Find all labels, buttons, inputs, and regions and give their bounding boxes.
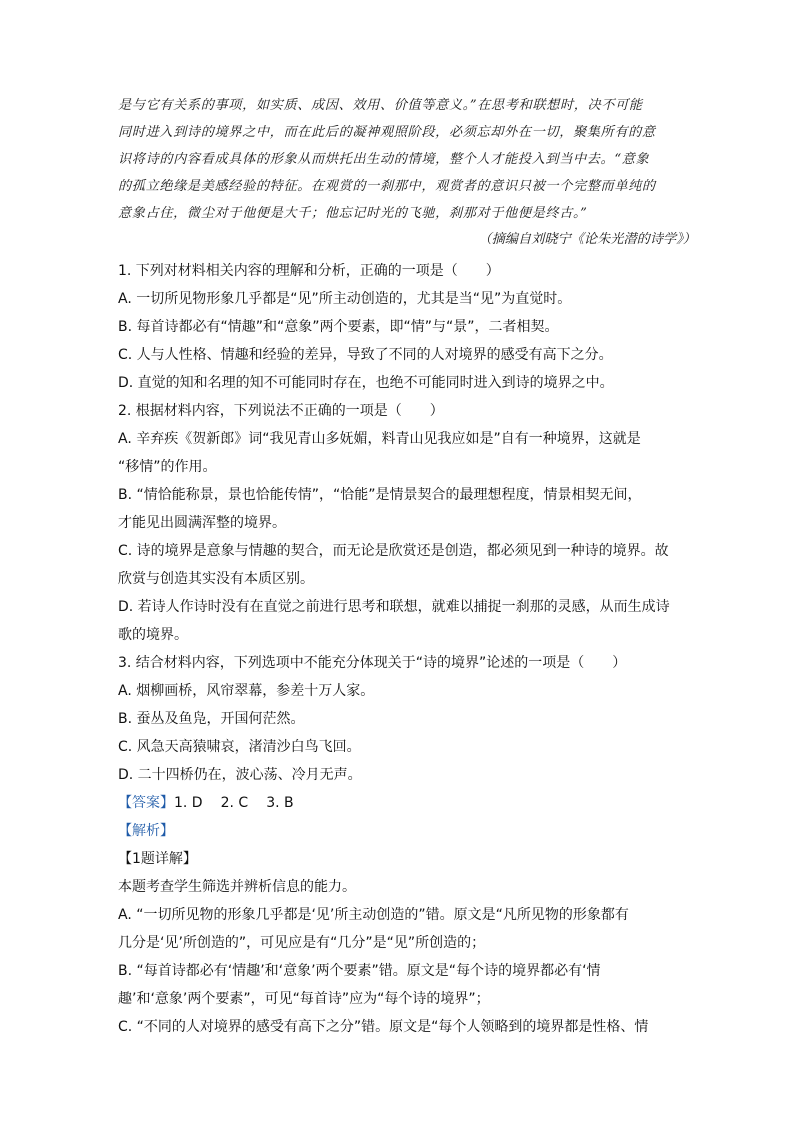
question-stem: 1. 下列对材料相关内容的理解和分析，正确的一项是（ ）	[118, 263, 500, 279]
question-option: A. 一切所见物形象几乎都是“见”所主动创造的，尤其是当“见”为直觉时。	[118, 291, 572, 307]
analysis-subtag: 【1题详解】	[118, 851, 197, 867]
excerpt-line: 是与它有关系的事项，如实质、成因、效用、价值等意义。”在思考和联想时，决不可能	[118, 98, 643, 113]
question-option: B. 每首诗都必有“情趣”和“意象”两个要素，即“情”与“景”，二者相契。	[118, 319, 559, 335]
answer-item: 1. D	[174, 795, 203, 811]
excerpt-line: 识将诗的内容看成具体的形象从而烘托出生动的情境，整个人才能投入到当中去。“意象	[118, 152, 650, 167]
question-option: C. 人与人性格、情趣和经验的差异，导致了不同的人对境界的感受有高下之分。	[118, 347, 613, 363]
analysis-line: C. “不同的人对境界的感受有高下之分”错。原文是“每个人领略到的境界都是性格、情	[118, 1019, 649, 1035]
excerpt-line: 的孤立绝缘是美感经验的特征。在观赏的一刹那中，观赏者的意识只被一个完整而单纯的	[118, 179, 656, 194]
source-excerpt	[118, 92, 698, 227]
question-option: 才能见出圆满浑整的境界。	[118, 515, 286, 531]
excerpt-citation: （摘编自刘晓宁《论朱光潜的诗学》）	[478, 232, 696, 247]
analysis-line: A. “一切所见物的形象几乎都是‘见’所主动创造的”错。原文是“凡所见物的形象都有	[118, 907, 629, 923]
question-body	[118, 257, 688, 1041]
answer-item: 2. C	[220, 795, 249, 811]
question-option: “移情”的作用。	[118, 459, 217, 475]
excerpt-line: 意象占住，微尘对于他便是大千；他忘记时光的飞驰，刹那对于他便是终古。”	[118, 206, 588, 221]
question-option: C. 风急天高猿啸哀，渚清沙白鸟飞回。	[118, 739, 361, 755]
question-stem: 2. 根据材料内容，下列说法不正确的一项是（ ）	[118, 403, 444, 419]
question-option: B. 蚕丛及鱼凫，开国何茫然。	[118, 711, 305, 727]
analysis-line: 几分是‘见’所创造的”，可见应是有“几分”是“见”所创造的；	[118, 935, 486, 951]
question-option: D. 若诗人作诗时没有在直觉之前进行思考和联想，就难以捕捉一刹那的灵感，从而生成诗	[118, 599, 670, 615]
analysis-tag: 【解析】	[118, 823, 174, 839]
analysis-line: 本题考查学生筛选并辨析信息的能力。	[118, 879, 356, 895]
analysis-line: 趣’和‘意象’两个要素”，可见“每首诗”应为“每个诗的境界”；	[118, 991, 490, 1007]
answer-item: 3. B	[266, 795, 294, 811]
question-option: 欣赏与创造其实没有本质区别。	[118, 571, 314, 587]
question-option: A. 烟柳画桥，风帘翠幕，参差十万人家。	[118, 683, 375, 699]
question-option: 歌的境界。	[118, 627, 188, 643]
answer-line	[118, 789, 688, 817]
question-option: A. 辛弃疾《贺新郎》词“我见青山多妩媚，料青山见我应如是”自有一种境界，这就是	[118, 431, 641, 447]
question-stem: 3. 结合材料内容，下列选项中不能充分体现关于“诗的境界”论述的一项是（ ）	[118, 655, 627, 671]
excerpt-line: 同时进入到诗的境界之中，而在此后的凝神观照阶段，必须忘却外在一切，聚集所有的意	[118, 125, 656, 140]
analysis-line: B. “每首诗都必有‘情趣’和‘意象’两个要素”错。原文是“每个诗的境界都必有‘情	[118, 963, 601, 979]
answer-tag: 【答案】	[118, 795, 174, 811]
question-option: B. “情恰能称景，景也恰能传情”，“恰能”是情景契合的最理想程度，情景相契无间，	[118, 487, 642, 503]
question-option: D. 二十四桥仍在，波心荡、冷月无声。	[118, 767, 362, 783]
question-option: D. 直觉的知和名理的知不可能同时存在，也绝不可能同时进入到诗的境界之中。	[118, 375, 614, 391]
question-option: C. 诗的境界是意象与情趣的契合，而无论是欣赏还是创造，都必须见到一种诗的境界。故	[118, 543, 669, 559]
